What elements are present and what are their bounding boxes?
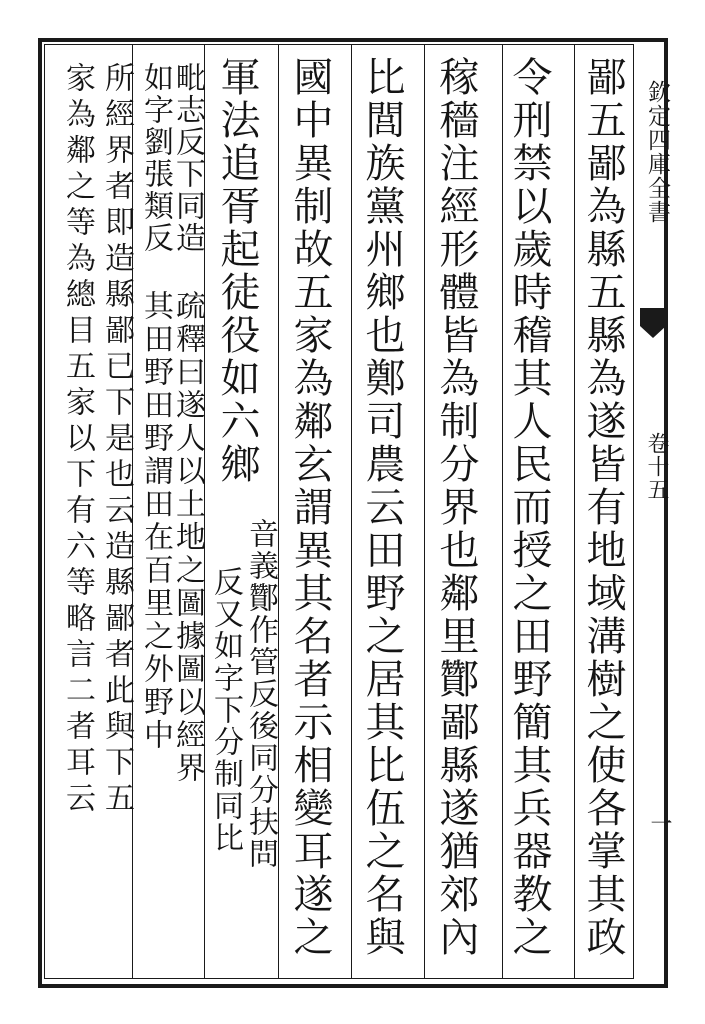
column-rule	[502, 44, 503, 979]
column-rule	[278, 44, 279, 979]
text-column-5: 國中異制故五家為鄰玄謂異其名者示相變耳遂之	[287, 56, 333, 959]
commentary-line-left: 家為鄰之等為總目五家以下有六等略言二者耳云	[60, 62, 95, 818]
commentary-line-right: 毗志反下同造	[170, 62, 205, 254]
text-column-1: 鄙五鄙為縣五縣為遂皆有地域溝樹之使各掌其政	[580, 56, 626, 959]
column-rule	[574, 44, 575, 979]
fishtail-mark	[640, 308, 666, 338]
commentary-line-left: 其田野田野謂田在百里之外野中	[138, 290, 173, 752]
commentary-line-right: 所經界者即造縣鄙已下是也云造縣鄙者此與下五	[99, 62, 134, 818]
text-column-4: 比閭族黨州鄉也鄭司農云田野之居其比伍之名與	[359, 56, 405, 959]
annotation-right: 音義酇作管反後同分扶問	[243, 518, 278, 870]
annotation-left: 反又如字下分制同比	[208, 566, 243, 854]
library-title: 欽定四庫全書	[644, 80, 670, 224]
page-number: 一	[647, 812, 672, 835]
commentary-line-left: 如字劉張類反	[138, 62, 173, 254]
volume-label: 卷十五	[644, 432, 669, 501]
text-column-6-main: 軍法追胥起徒役如六鄉	[214, 56, 260, 486]
commentary-line-right: 疏釋曰遂人以土地之圖據圖以經界	[170, 290, 205, 785]
text-column-3: 稼穡注經形體皆為制分界也鄰里酇鄙縣遂猶郊內	[433, 56, 479, 959]
column-rule	[351, 44, 352, 979]
column-rule	[424, 44, 425, 979]
text-column-2: 令刑禁以歲時稽其人民而授之田野簡其兵器教之	[506, 56, 552, 959]
